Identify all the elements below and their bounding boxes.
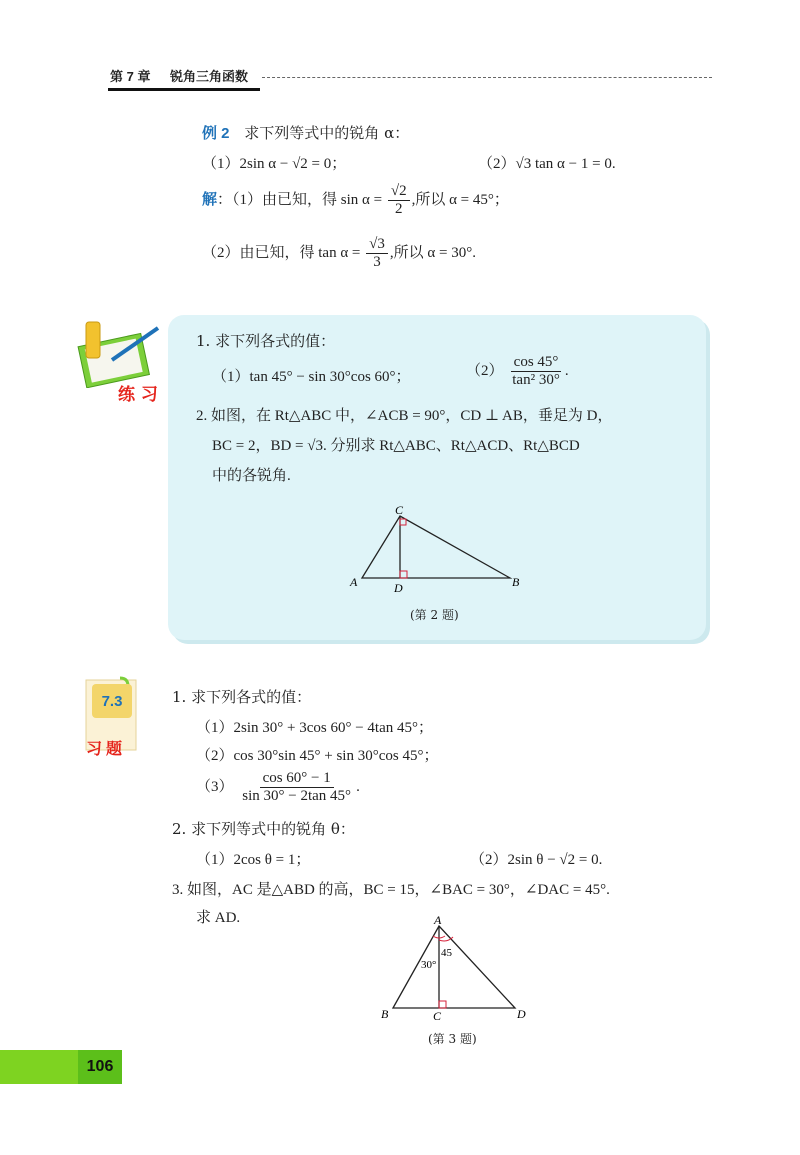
exercise-q3-line1: 3. 如图，AC 是△ABD 的高，BC = 15，∠BAC = 30°，∠DAC = 45°.	[172, 882, 610, 898]
solution-2-result: ,所以 α = 30°.	[389, 245, 476, 262]
solution-2-text: （2）由已知，得 tan α =	[202, 245, 361, 262]
practice-q1-part2-label: （2）	[466, 363, 504, 380]
example-part-1: （1）2sin α − √2 = 0；	[202, 156, 347, 172]
right-angle-d	[400, 571, 407, 578]
triangle-abd	[393, 926, 515, 1008]
solution-1-fraction: $\frac{√2}{2}$	[388, 183, 410, 219]
practice-q1-part2	[466, 354, 569, 390]
exercise-figure	[375, 912, 545, 1024]
solution-2-fraction: $\frac{√3}{3}$	[366, 236, 388, 272]
practice-notebook-icon	[72, 318, 168, 388]
practice-figure	[340, 500, 540, 600]
angle-label-45: 45	[441, 947, 452, 959]
vertex-d: D	[394, 581, 403, 595]
header-divider	[262, 77, 712, 78]
exercise-q1-part3-label: （3）	[196, 779, 234, 796]
exercise-q2-part2: （2）2sin θ − √2 = 0.	[470, 852, 603, 868]
example-part-2: （2）√3 tan α − 1 = 0.	[478, 156, 616, 172]
practice-q2-line1: 2. 如图，在 Rt△ABC 中，∠ACB = 90°，CD ⊥ AB，垂足为 D，	[196, 408, 613, 424]
vertex-c: C	[395, 503, 404, 517]
exercise-q2-part1: （1）2cos θ = 1；	[196, 852, 311, 868]
vertex-c: C	[433, 1009, 442, 1023]
vertex-b: B	[381, 1007, 389, 1021]
practice-q2-line2: BC = 2，BD = √3. 分别求 Rt△ABC、Rt△ACD、Rt△BCD	[212, 438, 580, 454]
solution-label: 解	[202, 191, 218, 209]
chapter-header	[108, 66, 260, 91]
practice-figure-caption: (第 2 题)	[410, 608, 459, 622]
right-angle-c	[439, 1001, 446, 1008]
solution-line-2	[202, 236, 476, 272]
exercise-q1-part3	[196, 770, 360, 806]
vertex-b: B	[512, 575, 520, 589]
exercise-q1-part3-fraction: $\frac{\cos 60^\circ - 1}{\sin 30^\circ - 2\tan 45^\circ}$	[242, 770, 352, 805]
solution-1-result: ,所以 α = 45°；	[411, 192, 509, 209]
example-label: 例 2	[202, 125, 230, 142]
exercise-figure-caption: (第 3 题)	[428, 1032, 477, 1046]
vertex-d: D	[517, 1007, 526, 1021]
exercise-q1-part3-end: .	[356, 779, 360, 796]
practice-badge-label: 练 习	[118, 385, 158, 405]
exercise-badge-label: 习题	[86, 739, 127, 758]
example-prompt: 求下列等式中的锐角 α：	[244, 124, 410, 142]
exercise-q1: 1. 求下列各式的值：	[172, 688, 312, 706]
right-angle-c	[400, 519, 406, 525]
exercise-q1-part1: （1）2sin 30° + 3cos 60° − 4tan 45°；	[196, 720, 433, 736]
exercise-q3-line2: 求 AD.	[196, 910, 241, 926]
practice-q1-part1: （1）tan 45° − sin 30°cos 60°；	[212, 369, 411, 385]
page-number: 106	[78, 1050, 122, 1084]
chapter-number: 第 7 章	[110, 69, 151, 84]
solution-1-text: ：（1）由已知，得 sin α =	[217, 192, 383, 209]
exercise-number-badge: 7.3	[92, 684, 132, 718]
chapter-title: 锐角三角函数	[170, 69, 249, 84]
example-heading	[202, 122, 409, 143]
exercise-q2: 2. 求下列等式中的锐角 θ：	[172, 820, 355, 838]
exercise-q1-part2: （2）cos 30°sin 45° + sin 30°cos 45°；	[196, 748, 439, 764]
practice-q1: 1. 求下列各式的值：	[196, 332, 336, 350]
solution-line-1	[202, 183, 509, 219]
practice-q2-line3: 中的各锐角.	[212, 468, 291, 484]
angle-label-30: 30°	[421, 959, 437, 971]
vertex-a: A	[434, 913, 442, 927]
practice-q1-part2-fraction: $\frac{\cos 45^\circ}{\text{tan² 30°}}$	[512, 354, 560, 389]
practice-q1-part2-end: .	[564, 363, 569, 380]
vertex-a: A	[350, 575, 358, 589]
triangle-abc	[362, 516, 510, 578]
